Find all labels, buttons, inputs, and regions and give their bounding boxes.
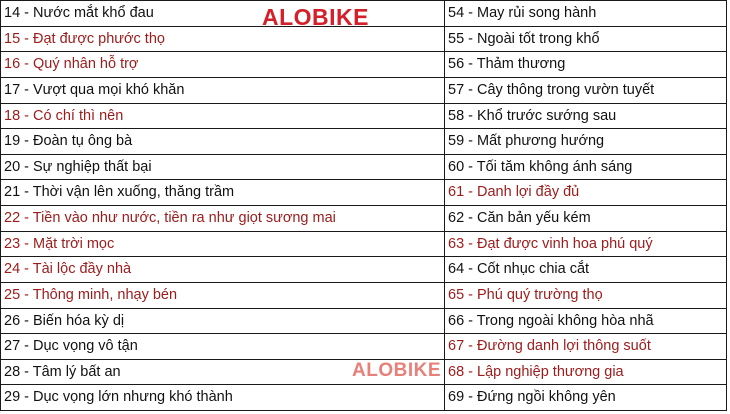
cell-right: 58 - Khổ trước sướng sau <box>445 103 727 129</box>
cell-right: 59 - Mất phương hướng <box>445 129 727 155</box>
cell-left: 29 - Dục vọng lớn nhưng khó thành <box>1 385 445 411</box>
cell-right: 68 - Lập nghiệp thương gia <box>445 359 727 385</box>
table-row <box>1 103 727 129</box>
alobike-logo-text: ALOBIKE <box>352 360 441 381</box>
cell-left: 15 - Đạt được phước thọ <box>1 26 445 52</box>
table-row <box>1 52 727 78</box>
cell-right: 60 - Tối tăm không ánh sáng <box>445 154 727 180</box>
cell-right: 55 - Ngoài tốt trong khổ <box>445 26 727 52</box>
cell-left: 23 - Mặt trời mọc <box>1 231 445 257</box>
table-row <box>1 1 727 27</box>
cell-left: 27 - Dục vọng vô tận <box>1 334 445 360</box>
cell-left: 19 - Đoàn tụ ông bà <box>1 129 445 155</box>
cell-left: 16 - Quý nhân hỗ trợ <box>1 52 445 78</box>
cell-right: 57 - Cây thông trong vườn tuyết <box>445 77 727 103</box>
table-row <box>1 282 727 308</box>
cell-left: 18 - Có chí thì nên <box>1 103 445 129</box>
table-row <box>1 257 727 283</box>
cell-right: 56 - Thảm thương <box>445 52 727 78</box>
cell-right: 62 - Căn bản yếu kém <box>445 206 727 232</box>
table-body <box>1 1 727 411</box>
cell-left: 17 - Vượt qua mọi khó khăn <box>1 77 445 103</box>
table-row <box>1 77 727 103</box>
table-row <box>1 385 727 411</box>
cell-left: 20 - Sự nghiệp thất bại <box>1 154 445 180</box>
table-row <box>1 308 727 334</box>
cell-right: 65 - Phú quý trường thọ <box>445 282 727 308</box>
cell-left: 22 - Tiền vào như nước, tiền ra như giọt sương mai <box>1 206 445 232</box>
cell-left: 21 - Thời vận lên xuống, thăng trầm <box>1 180 445 206</box>
alobike-logo-text: ALOBIKE <box>262 4 369 30</box>
cell-right: 66 - Trong ngoài không hòa nhã <box>445 308 727 334</box>
cell-right: 64 - Cốt nhục chia cắt <box>445 257 727 283</box>
cell-right: 67 - Đường danh lợi thông suốt <box>445 334 727 360</box>
table-row <box>1 206 727 232</box>
cell-right: 69 - Đứng ngồi không yên <box>445 385 727 411</box>
table-row <box>1 334 727 360</box>
cell-right: 54 - May rủi song hành <box>445 1 727 27</box>
cell-left: 26 - Biến hóa kỳ dị <box>1 308 445 334</box>
cell-left: 14 - Nước mắt khổ đau <box>1 1 445 27</box>
table-row <box>1 154 727 180</box>
cell-right: 63 - Đạt được vinh hoa phú quý <box>445 231 727 257</box>
table-row <box>1 180 727 206</box>
cell-left: 25 - Thông minh, nhạy bén <box>1 282 445 308</box>
table-row <box>1 359 727 385</box>
cell-right: 61 - Danh lợi đầy đủ <box>445 180 727 206</box>
table-row <box>1 26 727 52</box>
table-row <box>1 129 727 155</box>
cell-left: 24 - Tài lộc đầy nhà <box>1 257 445 283</box>
cell-left: 28 - Tâm lý bất an <box>1 359 445 385</box>
table-row <box>1 231 727 257</box>
